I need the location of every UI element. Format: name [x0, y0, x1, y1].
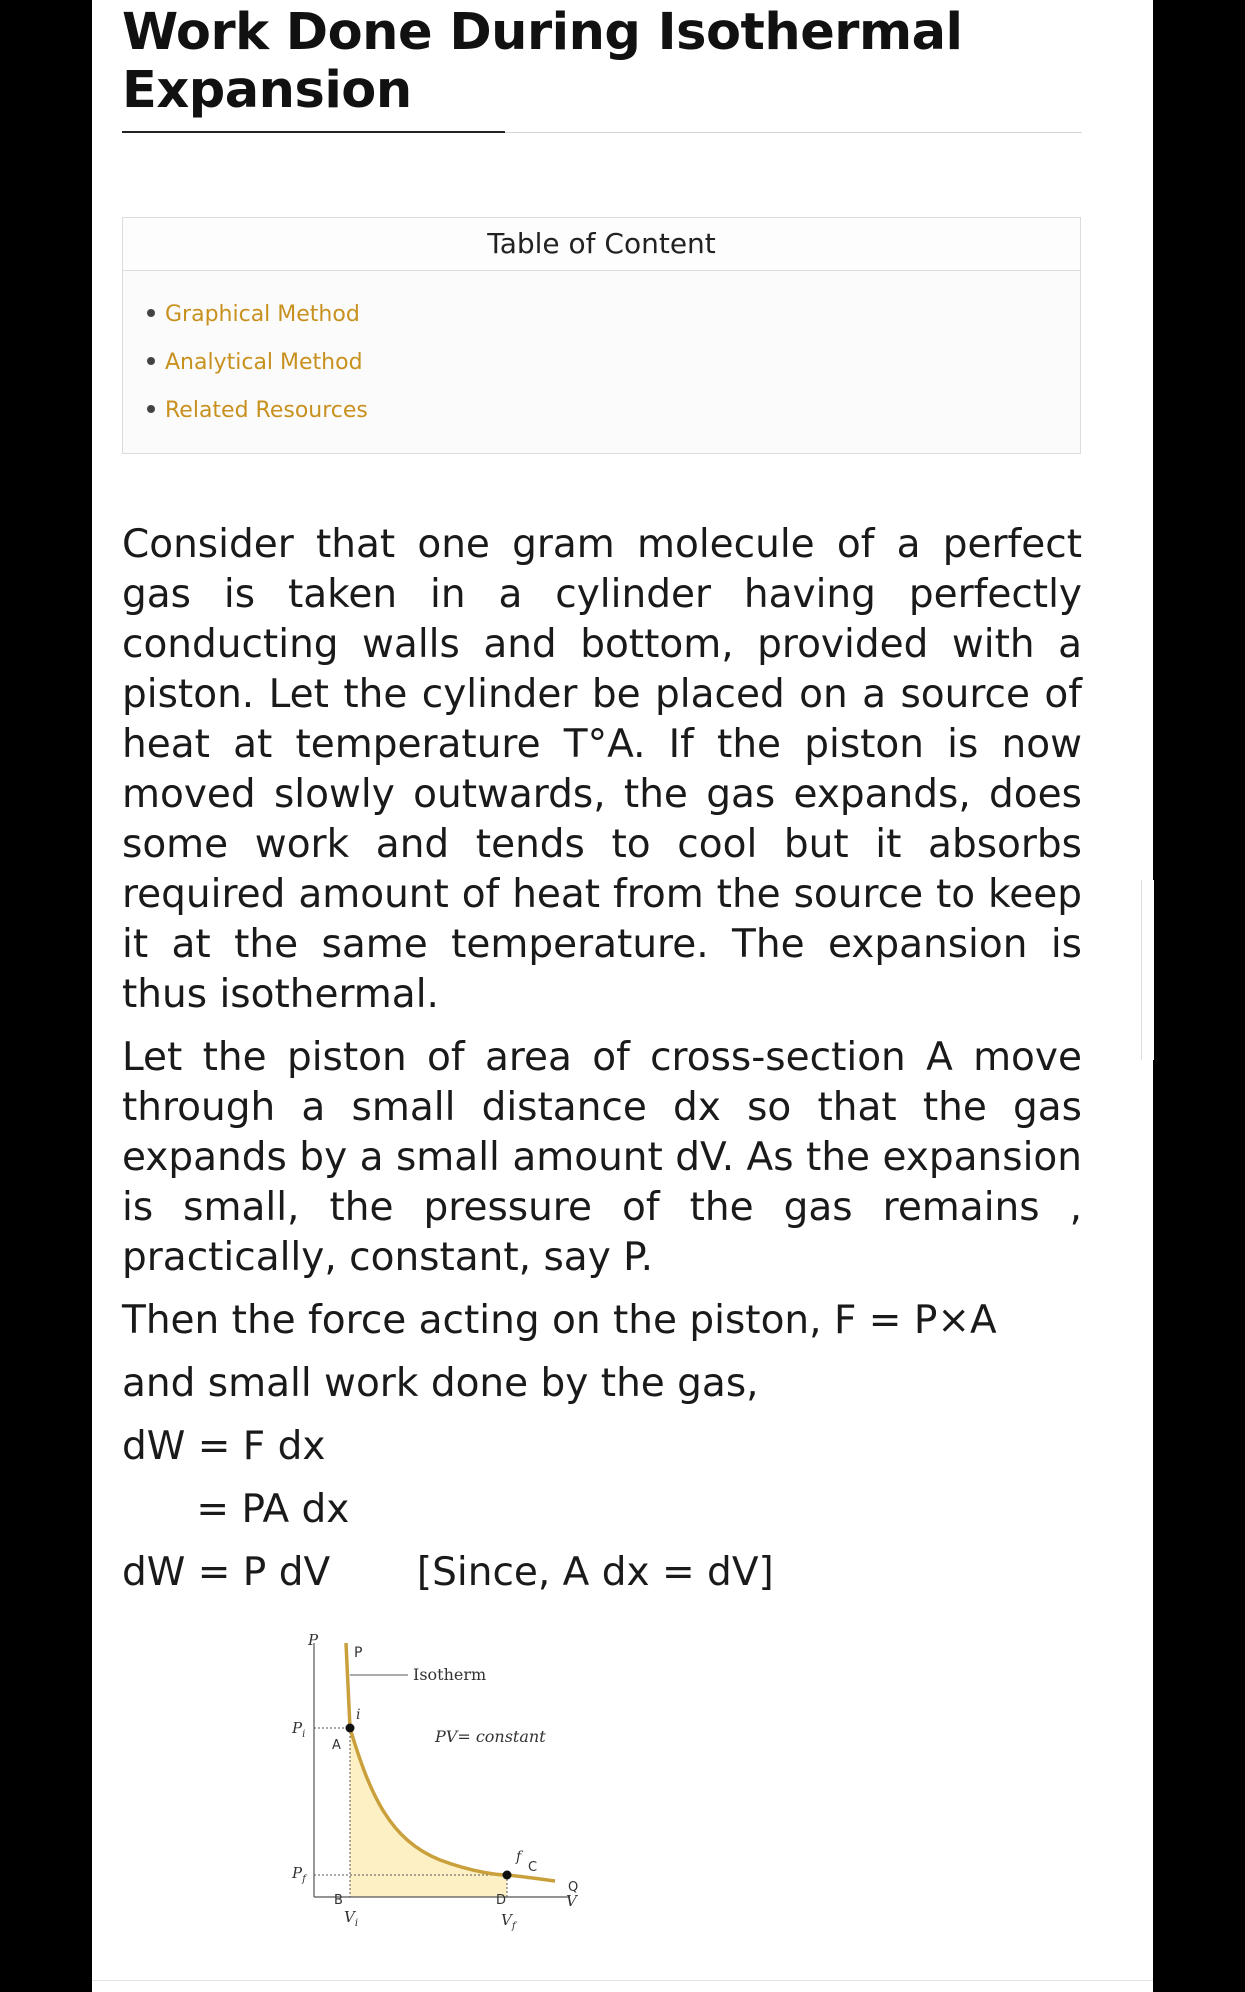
toc-heading: Table of Content — [123, 218, 1080, 271]
toc-link[interactable]: Graphical Method — [165, 302, 360, 327]
point-f-marker — [503, 1871, 512, 1880]
title-divider-accent — [122, 131, 505, 133]
article-body — [122, 520, 1082, 1598]
pi-label: $P_i$ — [292, 1719, 306, 1740]
vf-label: $V_f$ — [501, 1911, 516, 1932]
point-b-label: B — [334, 1893, 343, 1908]
axis-x-label: V — [566, 1892, 577, 1910]
toc-list — [123, 271, 1080, 453]
equation-line: dW = P dV [Since, A dx = dV] — [122, 1550, 774, 1595]
vi-label: $V_i$ — [344, 1908, 359, 1929]
bullet-icon — [147, 405, 155, 413]
article — [122, 0, 1082, 1611]
title-divider — [122, 132, 1082, 133]
axis-y-label: P — [308, 1631, 319, 1649]
paragraph: Let the piston of area of cross-section A move through a small distance dx so that the gas expands by a small amount dV. As the expansion is small, the pressure of the gas remains , practically, constant, say P. — [122, 1035, 1082, 1280]
point-d-label: D — [496, 1893, 507, 1908]
toc-link[interactable]: Analytical Method — [165, 350, 363, 375]
equation-line: = PA dx — [122, 1487, 350, 1532]
equation-line: dW = F dx — [122, 1424, 326, 1469]
toc-link[interactable]: Related Resources — [165, 398, 368, 423]
paragraph: Consider that one gram molecule of a perfect gas is taken in a cylinder having perfectly conducting walls and bottom, provided with a piston. Let the cylinder be placed on a source of heat at temperature T°A. If the piston is now moved slowly outwards, the gas expands, does some work and tends to cool but it absorbs required amount of heat from the source to keep it at the same temperature. The expansion is thus isothermal. — [122, 522, 1082, 1017]
point-q-label: Q — [568, 1880, 579, 1895]
footer-divider — [92, 1980, 1153, 1981]
page-title: Work Done During Isothermal Expansion — [122, 3, 963, 120]
point-c-label: C — [528, 1860, 538, 1875]
equation-line: Then the force acting on the piston, F = P×A — [122, 1298, 997, 1343]
point-a-label: A — [332, 1738, 341, 1753]
toc-item-analytical-method[interactable] — [147, 339, 1080, 387]
law-label: PV= constant — [435, 1727, 546, 1746]
equation-line: and small work done by the gas, — [122, 1361, 759, 1406]
table-of-content — [122, 217, 1081, 454]
bullet-icon — [147, 309, 155, 317]
point-i-marker — [346, 1724, 355, 1733]
isotherm-diagram — [270, 1625, 610, 1945]
curve-top-label: P — [354, 1645, 363, 1661]
toc-item-related-resources[interactable] — [147, 387, 1080, 435]
point-f-label: f — [516, 1849, 522, 1865]
toc-item-graphical-method[interactable] — [147, 291, 1080, 339]
isotherm-label: Isotherm — [413, 1665, 487, 1684]
pf-label: $P_f$ — [292, 1864, 306, 1885]
point-i-label: i — [356, 1707, 361, 1723]
right-column-fragment — [1141, 880, 1154, 1060]
bullet-icon — [147, 357, 155, 365]
